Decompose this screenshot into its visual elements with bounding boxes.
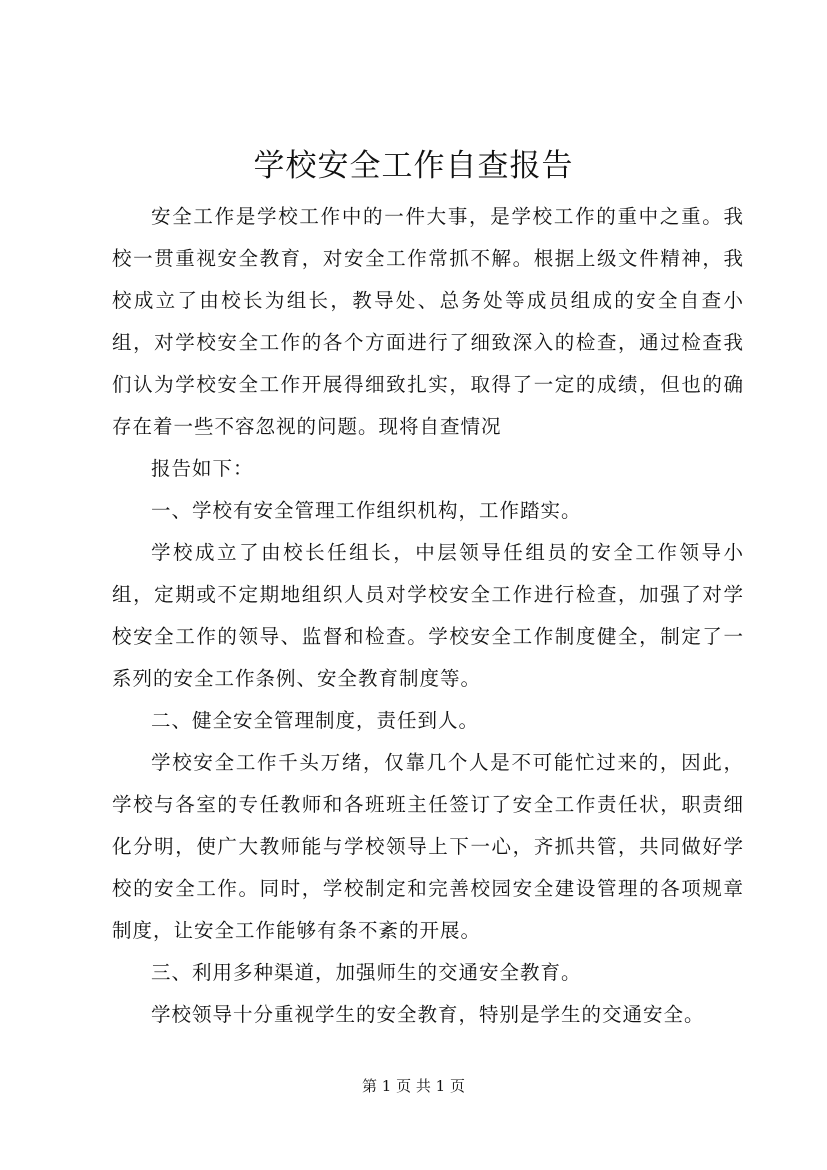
document-title: 学校安全工作自查报告 [253,148,574,184]
paragraph-report-lead: 报告如下： [151,457,254,480]
paragraph-section-2: 学校安全工作千头万绪，仅靠几个人是不可能忙过来的，因此，学校与各室的专任教师和各班班主任签订了安全工作责任状，职责细化分明，使广大教师能与学校领导上下一心，齐抓共管，共同做好学校的安全工作。同时，学校制定和完善校园安全建设管理的各项规章制度，让安全工作能够有条不紊的开展。 [112,751,744,942]
section-heading-3: 三、利用多种渠道，加强师生的交通安全教育。 [151,961,582,984]
page-number-footer: 第 1 页 共 1 页 [362,1077,465,1095]
paragraph-section-3: 学校领导十分重视学生的安全教育，特别是学生的交通安全。 [151,1003,705,1026]
paragraph-section-1: 学校成立了由校长任组长，中层领导任组员的安全工作领导小组，定期或不定期地组织人员对学校安全工作进行检查，加强了对学校安全工作的领导、监督和检查。学校安全工作制度健全，制定了一系列的安全工作条例、安全教育制度等。 [112,541,744,690]
section-heading-2: 二、健全安全管理制度，责任到人。 [151,709,480,732]
section-heading-1: 一、学校有安全管理工作组织机构，工作踏实。 [151,499,582,522]
document-body [112,196,744,1036]
paragraph-intro: 安全工作是学校工作中的一件大事，是学校工作的重中之重。我校一贯重视安全教育，对安全工作常抓不解。根据上级文件精神，我校成立了由校长为组长，教导处、总务处等成员组成的安全自查小组，对学校安全工作的各个方面进行了细致深入的检查，通过检查我们认为学校安全工作开展得细致扎实，取得了一定的成绩，但也的确存在着一些不容忽视的问题。现将自查情况 [112,205,744,438]
